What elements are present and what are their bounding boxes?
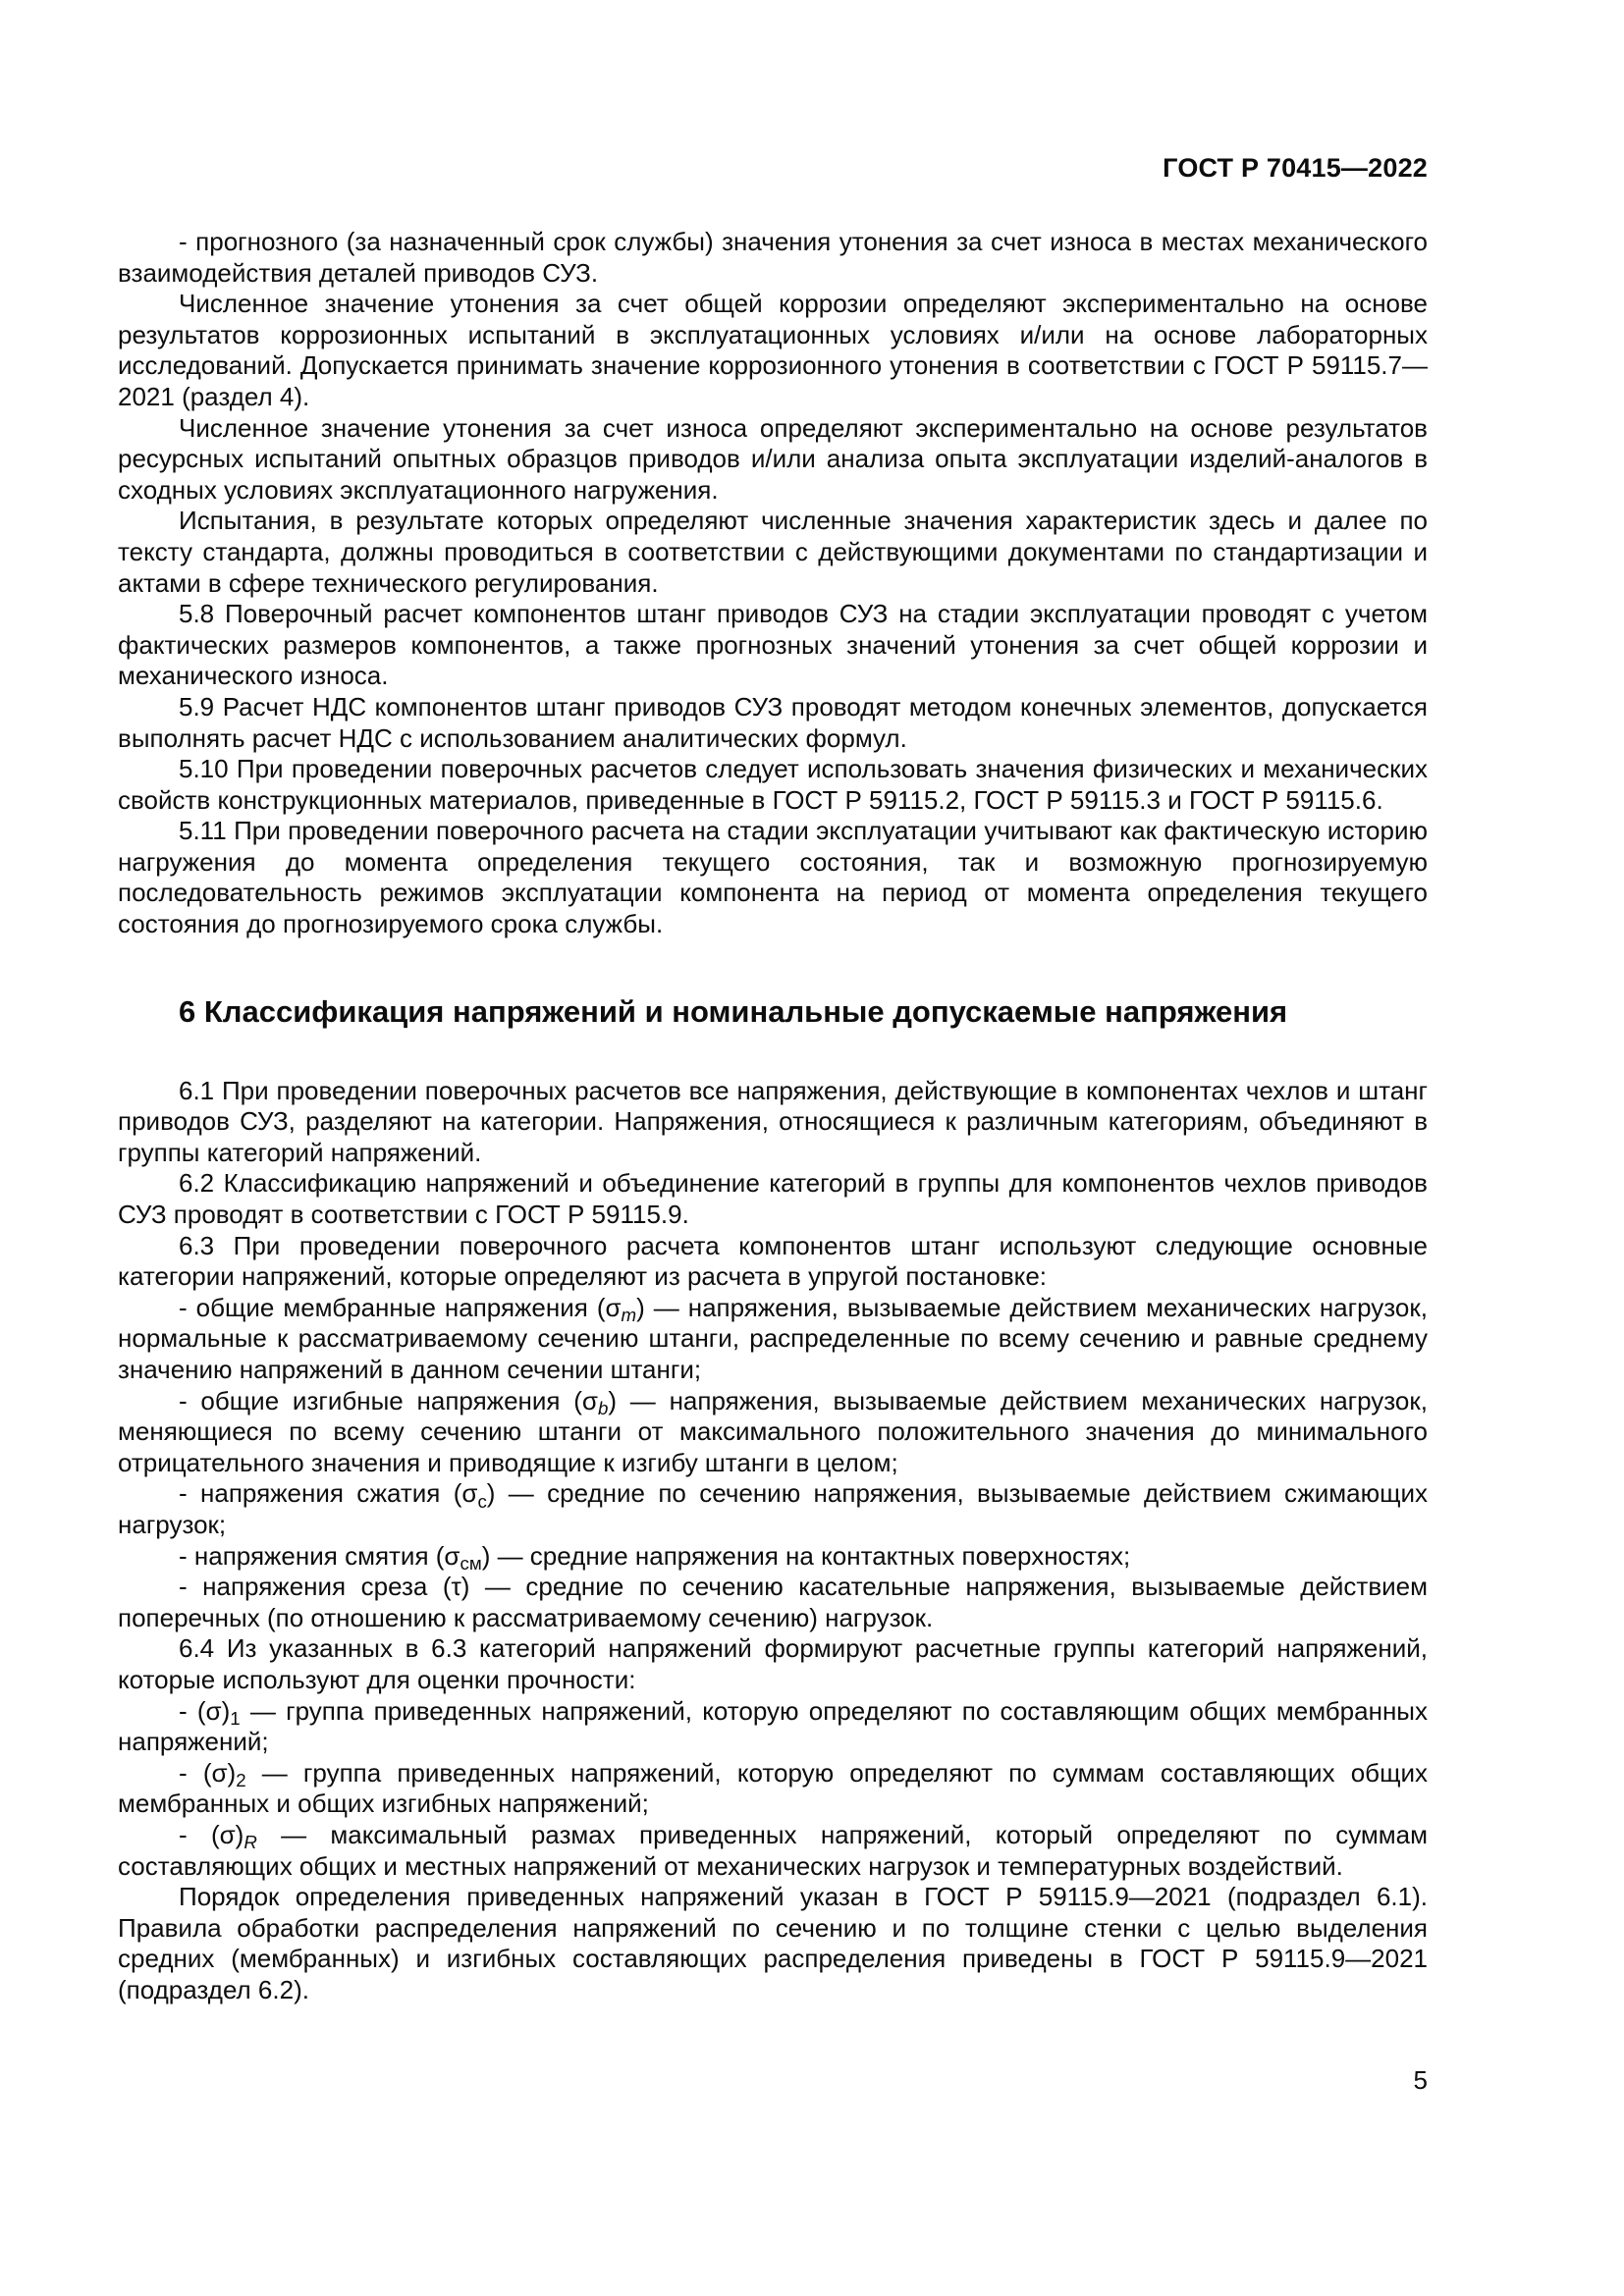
paragraph: - напряжения смятия $(\sigma_{см})$ — средние напряжения на контактных поверхностях; xyxy=(179,1540,1131,1574)
subscript: b xyxy=(597,1397,609,1418)
paragraph: - общие изгибные напряжения $(\sigma_b)$ — напряжения, вызываемые действием механических нагрузок, меняющиеся по всему сечению штанги от максимального положительного значения до минимального отрицательного значения и приводящие к изгибу штанги в целом; xyxy=(118,1385,1428,1477)
paragraph: - $(\sigma)_1$ — группа приведенных напряжений, которую определяют по составляющим общих мембранных напряжений; xyxy=(118,1695,1428,1757)
document-code-header: ГОСТ Р 70415—2022 xyxy=(1163,153,1428,183)
paragraph: - прогнозного (за назначенный срок службы) значения утонения за счет износа в местах механического взаимодействия деталей приводов СУЗ. xyxy=(118,227,1428,288)
subscript: m xyxy=(621,1305,637,1326)
paragraph: 6.2 Классификацию напряжений и объединение категорий в группы для компонентов чехлов приводов СУЗ проводят в соответствии с ГОСТ Р 59115.9. xyxy=(118,1168,1428,1230)
paragraph: 5.11 При проведении поверочного расчета на стадии эксплуатации учитывают как фактическую историю нагружения до момента определения текущего состояния, так и возможную прогнозируемую последовательность режимов эксплуатации компонента на период от момента определения текущего состояния до прогнозируемого срока службы. xyxy=(118,816,1428,939)
section-heading: 6 Классификация напряжений и номинальные допускаемые напряжения xyxy=(179,993,1288,1029)
subscript: с xyxy=(477,1490,487,1512)
paragraph: 5.10 При проведении поверочных расчетов следует использовать значения физических и механических свойств конструкционных материалов, приведенные в ГОСТ Р 59115.2, ГОСТ Р 59115.3 и ГОСТ Р 59115.6. xyxy=(118,754,1428,815)
subscript: 2 xyxy=(236,1769,246,1790)
paragraph: 5.9 Расчет НДС компонентов штанг приводов СУЗ проводят методом конечных элементов, допускается выполнять расчет НДС с использованием аналитических формул. xyxy=(118,691,1428,753)
paragraph: - общие мембранные напряжения $(\sigma_m)$ — напряжения, вызываемые действием механических нагрузок, нормальные к рассматриваемому сечению штанги, распределенные по всему сечению и равные среднему значению напряжений в данном сечении штанги; xyxy=(118,1292,1428,1384)
paragraph: - напряжения сжатия $(\sigma_с)$ — средние по сечению напряжения, вызываемые действием сжимающих нагрузок; xyxy=(118,1478,1429,1539)
document-body xyxy=(118,227,1428,2005)
subscript: R xyxy=(244,1832,257,1853)
subscript: 1 xyxy=(230,1707,241,1729)
paragraph: - напряжения среза (τ) — средние по сечению касательные напряжения, вызываемые действием поперечных (по отношению к рассматриваемому сечению) нагрузок. xyxy=(118,1572,1428,1632)
paragraph: 6.4 Из указанных в 6.3 категорий напряжений формируют расчетные группы категорий напряжений, которые используют для оценки прочности: xyxy=(118,1633,1428,1694)
paragraph: Порядок определения приведенных напряжений указан в ГОСТ Р 59115.9—2021 (подраздел 6.1). Правила обработки распределения напряжений по сечению и по толщине стенки с целью выделения средних (мембранных) и изгибных составляющих распределения приведены в ГОСТ Р 59115.9—2021 (подраздел 6.2). xyxy=(118,1882,1428,2004)
page-number: 5 xyxy=(1413,2065,1428,2095)
paragraph: Испытания, в результате которых определяют численные значения характеристик здесь и далее по тексту стандарта, должны проводиться в соответствии с действующими документами по стандартизации и актами в сфере технического регулирования. xyxy=(118,506,1428,598)
paragraph: 6.1 При проведении поверочных расчетов все напряжения, действующие в компонентах чехлов и штанг приводов СУЗ, разделяют на категории. Напряжения, относящиеся к различным категориям, объединяют в группы категорий напряжений. xyxy=(118,1075,1428,1167)
paragraph: - $(\sigma)_R$ — максимальный размах приведенных напряжений, который определяют по суммам составляющих общих и местных напряжений от механических нагрузок и температурных воздействий. xyxy=(118,1819,1428,1881)
paragraph: Численное значение утонения за счет общей коррозии определяют экспериментально на основе результатов коррозионных испытаний в эксплуатационных условиях и/или на основе лабораторных исследований. Допускается принимать значение коррозионного утонения в соответствии с ГОСТ Р 59115.7—2021 (раздел 4). xyxy=(118,289,1428,411)
paragraph: Численное значение утонения за счет износа определяют экспериментально на основе результатов ресурсных испытаний опытных образцов приводов и/или анализа опыта эксплуатации изделий-аналогов в сходных условиях эксплуатационного нагружения. xyxy=(118,412,1428,505)
subscript: см xyxy=(460,1552,482,1574)
paragraph: 6.3 При проведении поверочного расчета компонентов штанг используют следующие основные категории напряжений, которые определяют из расчета в упругой постановке: xyxy=(118,1230,1428,1292)
paragraph: 5.8 Поверочный расчет компонентов штанг приводов СУЗ на стадии эксплуатации проводят с учетом фактических размеров компонентов, а также прогнозных значений утонения за счет общей коррозии и механического износа. xyxy=(118,599,1428,691)
paragraph: - $(\sigma)_2$ — группа приведенных напряжений, которую определяют по суммам составляющих общих мембранных и общих изгибных напряжений; xyxy=(118,1757,1428,1819)
